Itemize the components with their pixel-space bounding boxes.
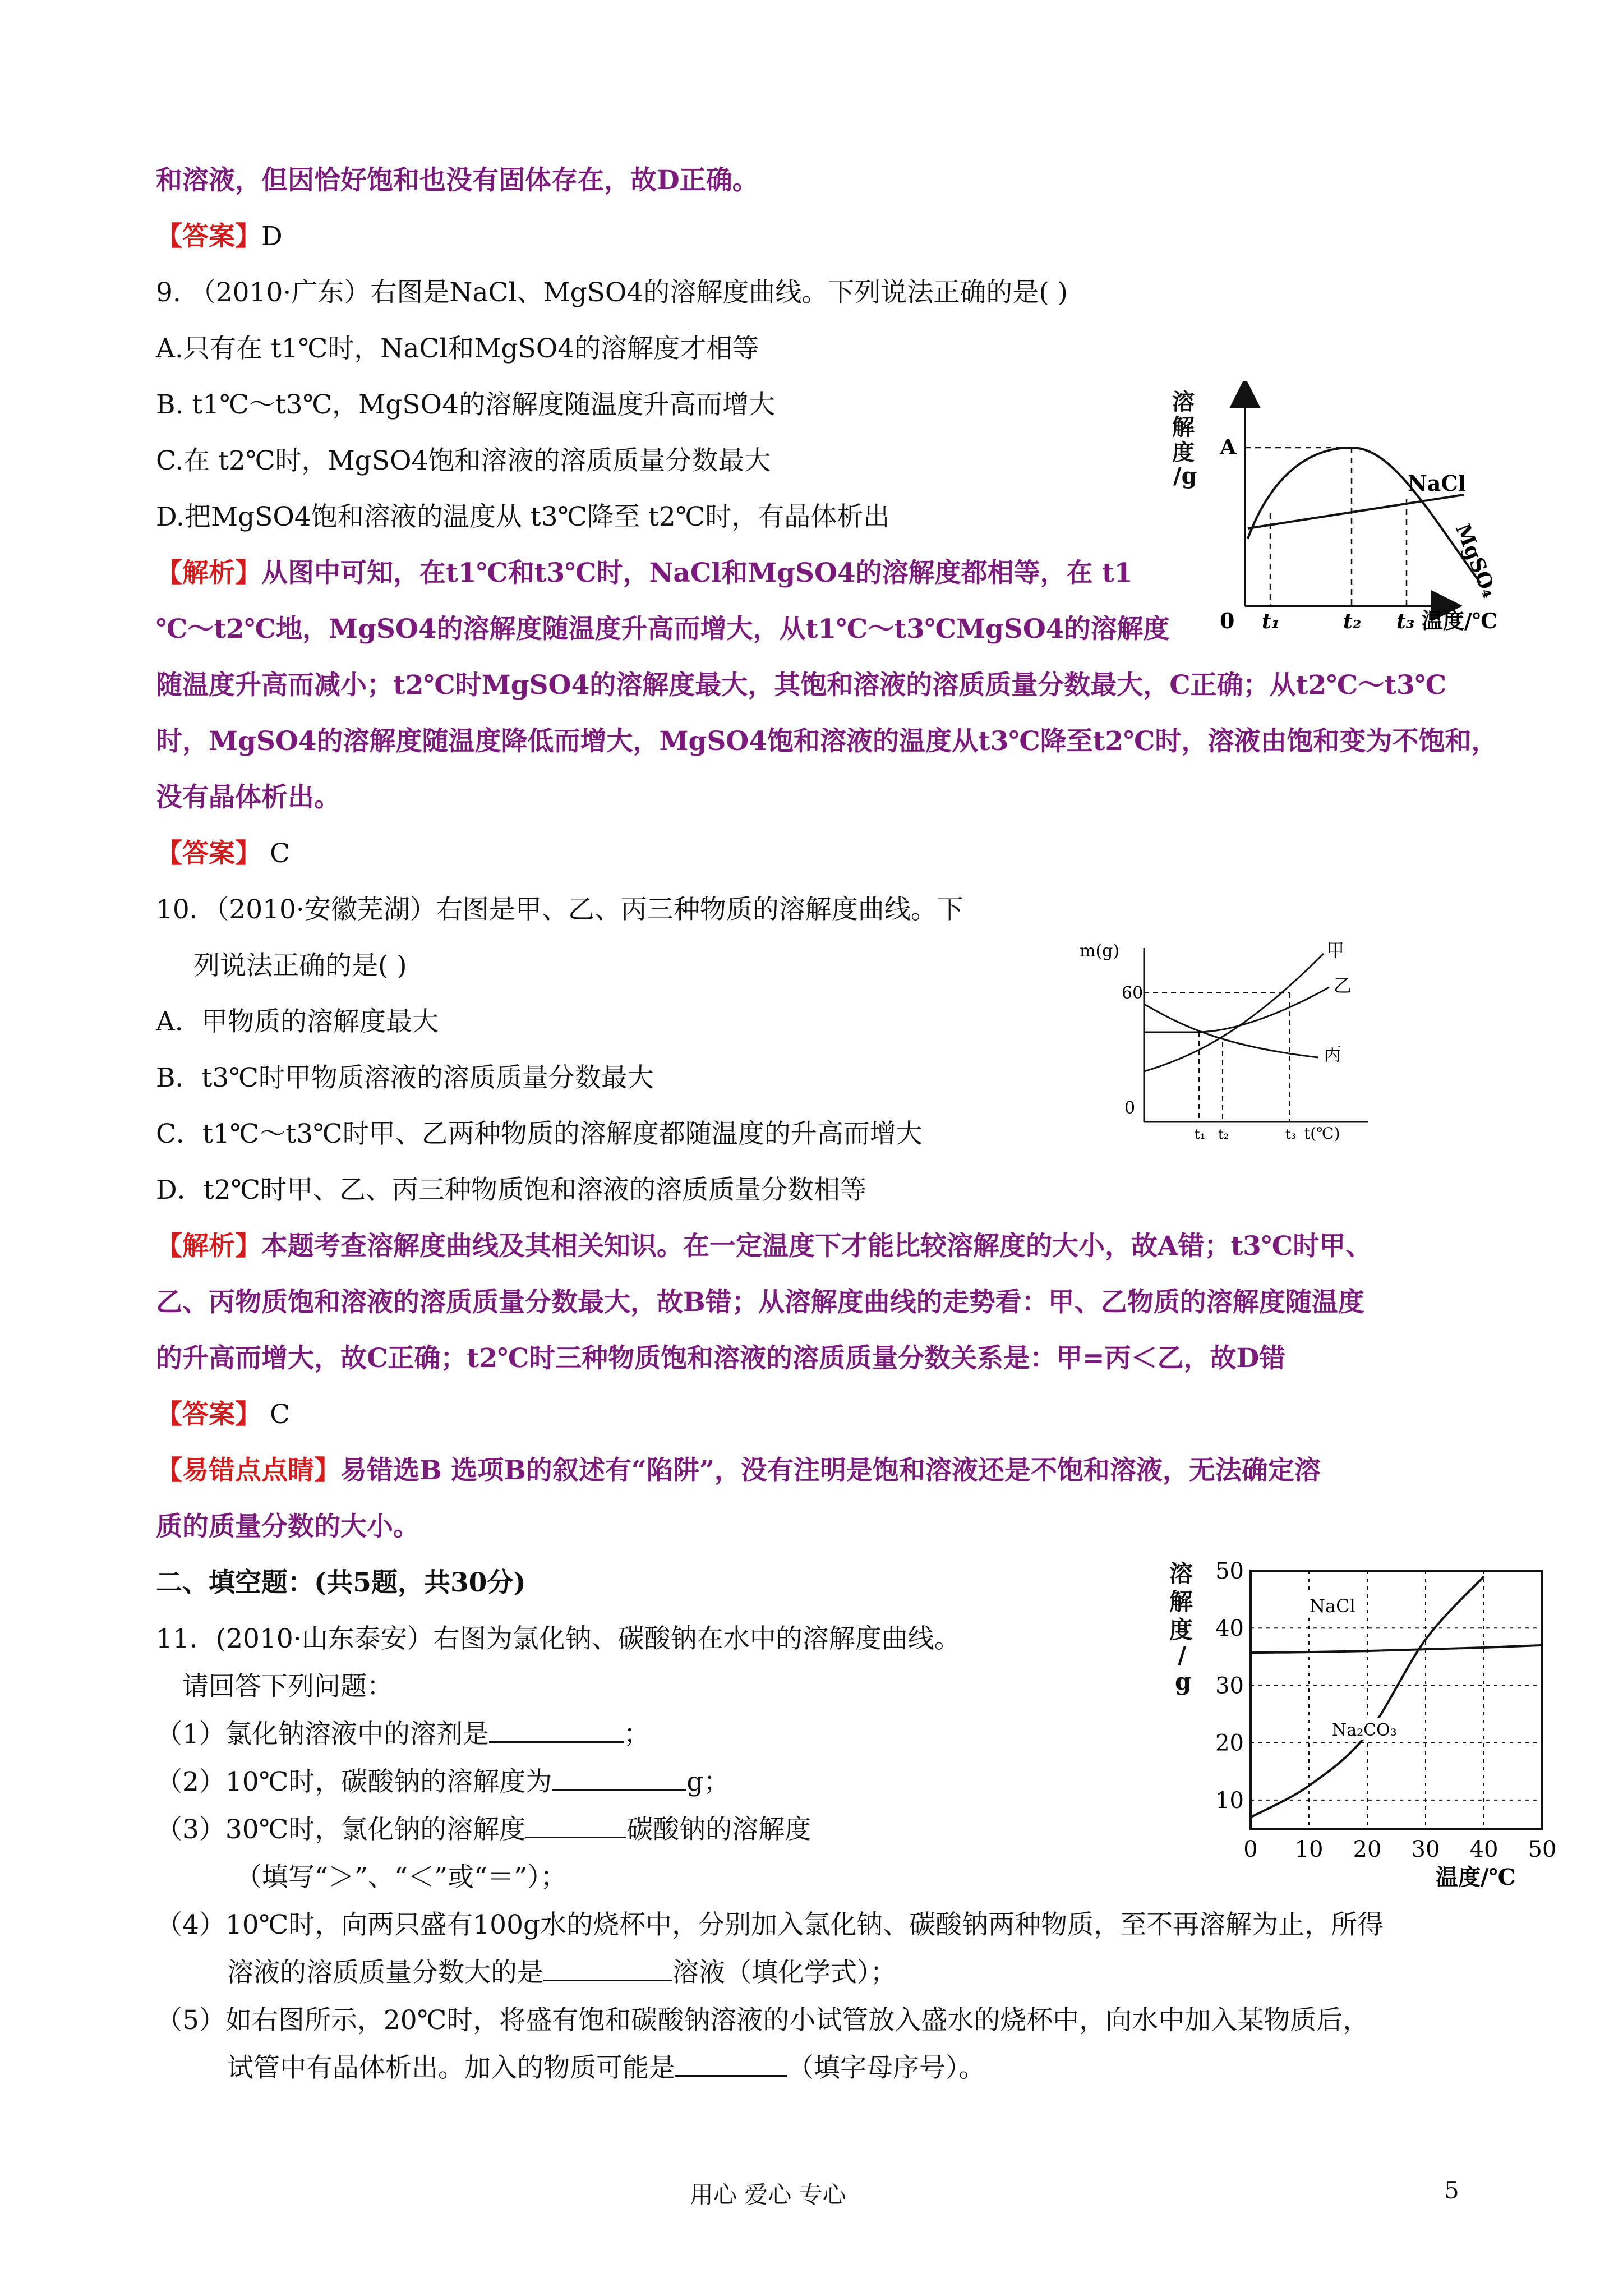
fig2-curve-jia <box>1144 954 1324 1071</box>
footer-motto: 用心 爱心 专心 <box>690 2181 846 2208</box>
q10-stem-1: 10．（2010·安徽芜湖）右图是甲、乙、丙三种物质的溶解度曲线。下 <box>156 894 963 925</box>
fig2-xtick-t1: t₁ <box>1195 1126 1206 1142</box>
fig1-ylabel-2: 解 <box>1172 414 1195 440</box>
fig3-ylabel-3: 度 <box>1169 1616 1193 1644</box>
fig3-grid <box>1251 1571 1542 1829</box>
fig3-ytick: 30 <box>1215 1673 1244 1699</box>
answer-q8: 【答案】D <box>156 221 283 252</box>
explanation-tail-q8: 和溶液，但因恰好饱和也没有固体存在，故D正确。 <box>156 165 759 196</box>
fig2-ylabel: m(g) <box>1080 941 1120 961</box>
q10-option-a: A．甲物质的溶解度最大 <box>156 1006 439 1037</box>
answer-q9: 【答案】 C <box>156 838 290 869</box>
fig3-ylabel-4: / <box>1178 1641 1187 1669</box>
fig1-xtick-t3: t₃ <box>1396 610 1415 633</box>
answer-blank-1[interactable] <box>489 1719 624 1743</box>
fig2-xtick-t2: t₂ <box>1218 1126 1229 1142</box>
q9-option-c: C.在 t2℃时，MgSO4饱和溶液的溶质质量分数最大 <box>156 445 771 476</box>
fig3-ylabel-2: 解 <box>1169 1588 1193 1616</box>
fig3-xtick: 20 <box>1353 1837 1382 1862</box>
q11-part-4-b: 溶液的溶质质量分数大的是 溶液（填化学式）； <box>227 1957 897 1988</box>
fig1-ylabel-1: 溶 <box>1172 389 1195 415</box>
fig2-xtick-t3: t₃ <box>1285 1126 1297 1142</box>
fig1-ylabel-4: /g <box>1173 463 1197 489</box>
fig2-ytick-60: 60 <box>1122 983 1144 1003</box>
fig1-label-nacl: NaCl <box>1408 471 1467 496</box>
fig3-xtick: 40 <box>1469 1837 1498 1862</box>
fig3-xtick: 10 <box>1294 1837 1324 1862</box>
fig3-xtick: 0 <box>1243 1837 1258 1862</box>
fig3-ylabel-1: 溶 <box>1169 1560 1193 1588</box>
q10-option-d: D．t2℃时甲、乙、丙三种物质饱和溶液的溶质质量分数相等 <box>156 1175 867 1205</box>
q11-part-1: （1）氯化钠溶液中的溶剂是 ； <box>156 1719 650 1750</box>
answer-q10: 【答案】 C <box>156 1399 290 1430</box>
q9-explanation-5: 没有晶体析出。 <box>156 782 340 813</box>
q9-explanation-1: 【解析】从图中可知，在t1℃和t3℃时，NaCl和MgSO4的溶解度都相等，在 t1 <box>156 558 1133 588</box>
fig1-curve-nacl <box>1248 495 1464 528</box>
fig3-ytick: 10 <box>1215 1787 1244 1814</box>
q9-stem: 9. （2010·广东）右图是NaCl、MgSO4的溶解度曲线。下列说法正确的是( ) <box>156 277 1068 308</box>
fig1-curve-mgso4 <box>1248 448 1481 583</box>
fig2-xlabel: t(℃) <box>1304 1124 1340 1143</box>
fig3-x-ticks <box>1243 1837 1556 1862</box>
fig2-label-jia: 甲 <box>1326 940 1345 961</box>
fig3-curve-nacl <box>1251 1645 1542 1653</box>
q9-explanation-3: 随温度升高而减小；t2℃时MgSO4的溶解度最大，其饱和溶液的溶质质量分数最大，C正确；从t2℃～t3℃ <box>156 670 1447 701</box>
fig3-xtick: 30 <box>1411 1837 1440 1862</box>
q11-part-5-b: 试管中有晶体析出。加入的物质可能是 （填字母序号）。 <box>227 2053 985 2083</box>
q9-option-d: D.把MgSO4饱和溶液的温度从 t3℃降至 t2℃时，有晶体析出 <box>156 501 890 532</box>
q9-option-a: A.只有在 t1℃时，NaCl和MgSO4的溶解度才相等 <box>156 333 759 364</box>
answer-blank-4[interactable] <box>543 1957 672 1981</box>
q11-part-3-hint: （填写“＞”、“＜”或“＝”）； <box>236 1862 567 1893</box>
fig3-y-ticks <box>1215 1558 1244 1814</box>
figure-nacl-na2co3-solubility <box>1166 1554 1570 1890</box>
fig2-curve-yi <box>1144 987 1329 1032</box>
q9-explanation-4: 时，MgSO4的溶解度随温度降低而增大，MgSO4饱和溶液的温度从t3℃降至t2℃时，溶液由饱和变为不饱和， <box>156 726 1498 757</box>
figure-jia-yi-bing-solubility <box>1066 926 1402 1150</box>
page-number: 5 <box>1444 2177 1459 2204</box>
section-heading-fill-in: 二、填空题：(共5题，共30分) <box>156 1567 526 1598</box>
q9-explanation-2: ℃～t2℃地，MgSO4的溶解度随温度升高而增大，从t1℃～t3℃MgSO4的溶解度 <box>156 614 1170 645</box>
q10-option-c: C．t1℃～t3℃时甲、乙两种物质的溶解度都随温度的升高而增大 <box>156 1119 923 1149</box>
q11-part-4: （4）10℃时，向两只盛有100g水的烧杯中，分别加入氯化钠、碳酸钠两种物质，至不再溶解为止，所得 <box>156 1910 1384 1940</box>
fig3-ytick: 20 <box>1215 1730 1244 1756</box>
answer-blank-2[interactable] <box>552 1766 686 1791</box>
fig1-ytick-a: A <box>1220 434 1237 459</box>
fig2-label-yi: 乙 <box>1334 975 1352 996</box>
fig1-origin: 0 <box>1220 608 1235 633</box>
q10-option-b: B．t3℃时甲物质溶液的溶质质量分数最大 <box>156 1062 654 1093</box>
fig1-ylabel-3: 度 <box>1172 439 1195 466</box>
fig1-xlabel: 温度/℃ <box>1422 608 1498 633</box>
q10-explanation-2: 乙、丙物质饱和溶液的溶质质量分数最大，故B错；从溶解度曲线的走势看：甲、乙物质的溶解度随温度 <box>156 1287 1364 1318</box>
q11-part-2: （2）10℃时，碳酸钠的溶解度为 g； <box>156 1766 730 1797</box>
figure-nacl-mgso4-solubility <box>1166 381 1514 645</box>
fig3-label-nacl: NaCl <box>1310 1595 1355 1617</box>
q9-option-b: B. t1℃～t3℃，MgSO4的溶解度随温度升高而增大 <box>156 389 775 420</box>
fig3-ylabel-5: g <box>1175 1668 1192 1695</box>
fig3-ytick: 40 <box>1215 1616 1244 1642</box>
fig1-label-mgso4: MgSO₄ <box>1450 520 1502 601</box>
q10-explanation-1: 【解析】本题考查溶解度曲线及其相关知识。在一定温度下才能比较溶解度的大小，故A错；t3℃时甲、 <box>156 1231 1372 1262</box>
fig3-frame <box>1251 1571 1542 1829</box>
fig3-label-na2co3: Na₂CO₃ <box>1332 1720 1397 1740</box>
mistake-note-2: 质的质量分数的大小。 <box>156 1511 419 1542</box>
answer-blank-3[interactable] <box>525 1814 626 1838</box>
fig1-xtick-t1: t₁ <box>1262 610 1280 633</box>
fig1-xtick-t2: t₂ <box>1343 610 1362 633</box>
fig3-ytick: 50 <box>1215 1558 1244 1584</box>
q11-intro: 请回答下列问题： <box>182 1671 393 1702</box>
mistake-note-1: 【易错点点睛】易错选B 选项B的叙述有“陷阱”，没有注明是饱和溶液还是不饱和溶液，无法确定溶 <box>156 1455 1321 1486</box>
q10-explanation-3: 的升高而增大，故C正确；t2℃时三种物质饱和溶液的溶质质量分数关系是：甲=丙＜乙，故D错 <box>156 1343 1286 1374</box>
fig3-xlabel: 温度/℃ <box>1436 1864 1516 1890</box>
fig2-origin: 0 <box>1124 1098 1136 1118</box>
q11-stem: 11．(2010·山东泰安）右图为氯化钠、碳酸钠在水中的溶解度曲线。 <box>156 1623 961 1654</box>
fig3-xtick: 50 <box>1528 1837 1557 1862</box>
answer-blank-5[interactable] <box>675 2053 787 2077</box>
q10-stem-2: 列说法正确的是( ) <box>193 950 407 981</box>
q11-part-3: （3）30℃时，氯化钠的溶解度 碳酸钠的溶解度 <box>156 1814 811 1845</box>
q11-part-5: （5）如右图所示，20℃时，将盛有饱和碳酸钠溶液的小试管放入盛水的烧杯中，向水中加入某物质后， <box>156 2005 1370 2036</box>
fig2-label-bing: 丙 <box>1324 1043 1342 1065</box>
